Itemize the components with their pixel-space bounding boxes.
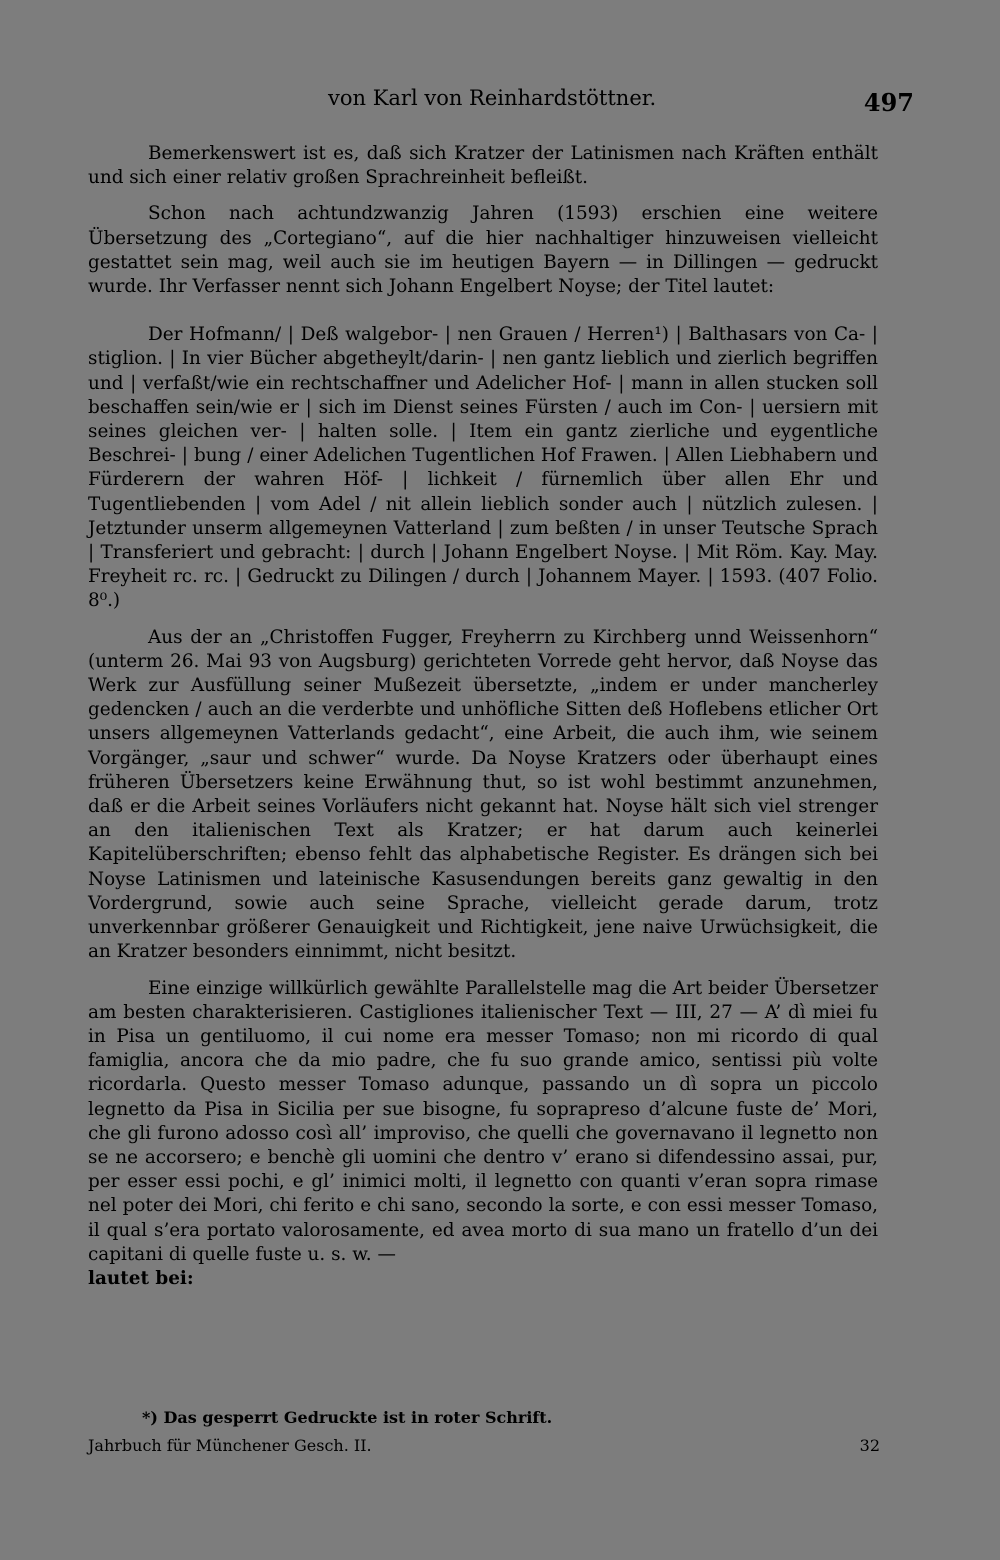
footnote: *) Das gesperrt Gedruckte ist in roter Schrift. [142,1408,553,1427]
paragraph-kratzer-latinisms: Bemerkenswert ist es, daß sich Kratzer der Latinismen nach Kräften enthält und sich einer relativ großen Sprachreinheit befleißt. [88,143,878,189]
paragraph-parallel-passage: Eine einzige willkürlich gewählte Parallelstelle mag die Art beider Übersetzer am besten charakterisieren. Castigliones italienischer Text — III, 27 — A’ dì miei fu in Pisa un gentiluomo, il cui nome era messer Tomaso; non mi ricordo di qual famiglia, ancora che da mio padre, che fu suo grande amico, sentissi più volte ricordarla. Questo messer Tomaso adunque, passando un dì sopra un piccolo legnetto da Pisa in Sicilia per sue bisogne, fu soprapreso d’alcune fuste de’ Mori, che gli furono adosso così all’ improviso, che quelli che governavano il legnetto non se ne accorsero; e benchè gli uomini che dentro v’ erano si difendessino assai, pur, per esser essi pochi, e gl’ inimici molti, il legnetto con quanti v’eran sopra rimase nel poter dei Mori, chi ferito e chi sano, secondo la sorte, e con essi messer Tomaso, il qual s’era portato valorosamente, ed avea morto di sua mano un fratello d’un dei capitani di quelle fuste u. s. w. — [88,977,878,1265]
page-number: 497 [863,88,914,117]
paragraph-noyse-translation: Schon nach achtundzwanzig Jahren (1593) erschien eine weitere Übersetzung des „Cortegiano“, auf die hier nachhaltiger hinzuweisen vielleicht gestattet sein mag, weil auch sie im heutigen Bayern — in Dillingen — gedruckt wurde. Ihr Verfasser nennt sich Johann Engelbert Noyse; der Titel lautet: [88,203,878,298]
running-title: von Karl von Reinhardstöttner. [328,86,657,110]
sheet-number: 32 [859,1436,880,1455]
footer-source: Jahrbuch für Münchener Gesch. II. [88,1436,372,1455]
page-header [88,86,914,117]
closing-line: lautet bei: [88,1267,194,1289]
paragraph-preface: Aus der an „Christoffen Fugger, Freyherrn zu Kirchberg unnd Weissenhorn“ (unterm 26. Mai 93 von Augsburg) gerichteten Vorrede geht hervor, daß Noyse das Werk zur Ausfüllung seiner Mußezeit übersetzte, „indem er under mancherley gedencken / auch an die verderbte und unhöfliche Sitten deß Hoflebens etlicher Ort unsers allgemeynen Vatterlands gedacht“, eine Arbeit, die auch ihm, wie seinem Vorgänger, „saur und schwer“ wurde. Da Noyse Kratzers oder überhaupt eines früheren Übersetzers keine Erwähnung thut, so ist wohl bestimmt anzunehmen, daß er die Arbeit seines Vorläufers nicht gekannt hat. Noyse hält sich viel strenger an den italienischen Text als Kratzer; er hat darum auch keinerlei Kapitelüberschriften; ebenso fehlt das alphabetische Register. Es drängen sich bei Noyse Latinismen und lateinische Kasusendungen bereits ganz gewaltig in den Vordergrund, sowie auch seine Sprache, vielleicht gerade darum, trotz unverkennbar größerer Genauigkeit und Richtigkeit, jene naive Urwüchsigkeit, die an Kratzer besonders einnimmt, nicht besitzt. [88,626,878,963]
title-transcription: Der Hofmann/ | Deß walgebor- | nen Grauen / Herren¹) | Balthasars von Ca- | stiglion. | In vier Bücher abgetheylt/darin- | nen gantz lieblich und zierlich begriffen und | verfaßt/wie ein rechtschaffner und Adelicher Hof- | mann in allen stucken soll beschaffen sein/wie er | sich im Dienst seines Fürsten / auch im Con- | uersiern mit seines gleichen ver- | halten solle. | Item ein gantz zierliche und eygentliche Beschrei- | bung / einer Adelichen Tugentlichen Hof Frawen. | Allen Liebhabern und Fürderern der wahren Höf- | lichkeit / fürnemlich über allen Ehr und Tugentliebenden | vom Adel / nit allein lieblich sonder auch | nützlich zulesen. | Jetztunder unserm allgemeynen Vatterland | zum beßten / in unser Teutsche Sprach | Transferiert und gebracht: | durch | Johann Engelbert Noyse. | Mit Röm. Kay. May. Freyheit rc. rc. | Gedruckt zu Dilingen / durch | Johannem Mayer. | 1593. (407 Folio. 8⁰.) [88,324,878,612]
body-text [88,142,878,1291]
